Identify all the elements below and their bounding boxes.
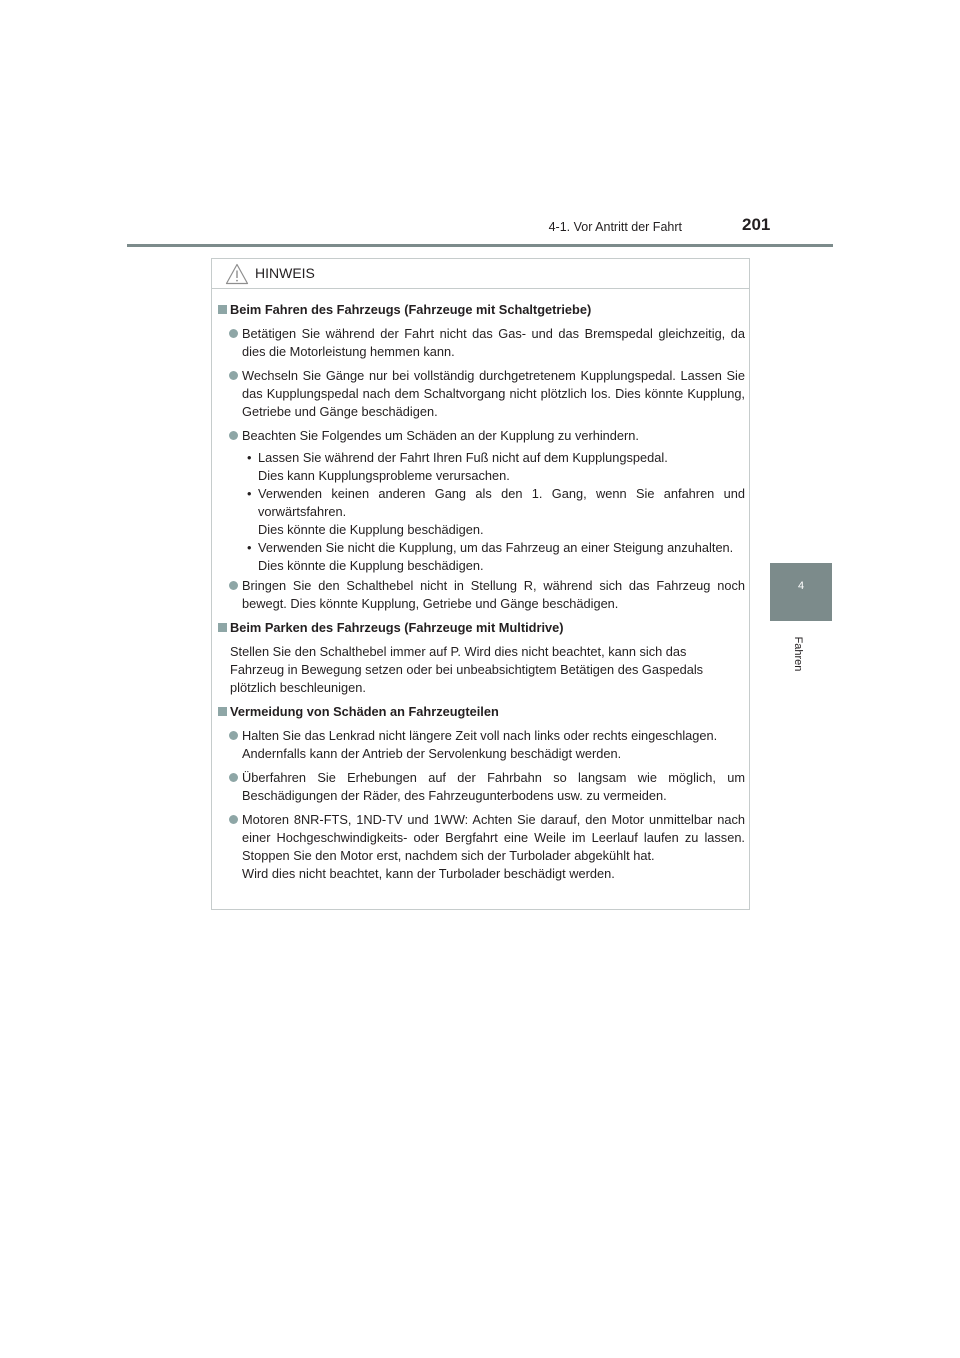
sub-item bbox=[217, 539, 745, 575]
notice-content bbox=[217, 301, 745, 889]
sub-item-note: Dies könnte die Kupplung beschädigen. bbox=[258, 522, 484, 537]
sub-item-note: Dies kann Kupplungsprobleme verursachen. bbox=[258, 468, 510, 483]
list-item-note: Andernfalls kann der Antrieb der Servolenkung beschädigt werden. bbox=[242, 746, 622, 761]
round-bullet-icon bbox=[229, 773, 238, 782]
list-item-text: Überfahren Sie Erhebungen auf der Fahrbahn so langsam wie möglich, um Beschädigungen der Räder, des Fahrzeugunterbodens usw. zu vermeiden. bbox=[242, 770, 745, 803]
list-item-note: Wird dies nicht beachtet, kann der Turbolader beschädigt werden. bbox=[242, 866, 615, 881]
sub-item-note: Dies könnte die Kupplung beschädigen. bbox=[258, 558, 484, 573]
list-item-text: Bringen Sie den Schalthebel nicht in Stellung R, während sich das Fahrzeug noch bewegt. Dies könnte Kupplung, Getriebe und Gänge beschädigen. bbox=[242, 578, 745, 611]
list-item bbox=[217, 577, 745, 613]
header-section-title: 4-1. Vor Antritt der Fahrt bbox=[548, 220, 682, 234]
chapter-tab bbox=[770, 563, 832, 621]
notice-header bbox=[212, 259, 749, 289]
section-title-text: Beim Parken des Fahrzeugs (Fahrzeuge mit Multidrive) bbox=[230, 620, 564, 635]
notice-box bbox=[211, 258, 750, 910]
list-item bbox=[217, 427, 745, 445]
round-bullet-icon bbox=[229, 581, 238, 590]
list-item bbox=[217, 769, 745, 805]
sub-item-text: Lassen Sie während der Fahrt Ihren Fuß nicht auf dem Kupplungspedal. bbox=[258, 450, 668, 465]
section-title-text: Vermeidung von Schäden an Fahrzeugteilen bbox=[230, 704, 499, 719]
round-bullet-icon bbox=[229, 815, 238, 824]
list-item-text: Motoren 8NR-FTS, 1ND-TV und 1WW: Achten Sie darauf, den Motor unmittelbar nach einer Hochgeschwindigkeits- oder Bergfahrt eine Weile im Leerlauf laufen zu lassen. Stoppen Sie den Motor erst, nachdem sich der Turbolader abgekühlt hat. bbox=[242, 812, 745, 863]
sub-item bbox=[217, 449, 745, 485]
round-bullet-icon bbox=[229, 431, 238, 440]
list-item bbox=[217, 727, 745, 763]
round-bullet-icon bbox=[229, 731, 238, 740]
notice-title: HINWEIS bbox=[255, 265, 315, 281]
page-number: 201 bbox=[742, 215, 771, 234]
square-bullet-icon bbox=[218, 305, 227, 314]
section-paragraph: Stellen Sie den Schalthebel immer auf P. Wird dies nicht beachtet, kann sich das Fahrzeug in Bewegung setzen oder bei unbeabsichtigtem Betätigen des Gaspedals plötzlich beschleunigen. bbox=[230, 644, 704, 695]
chapter-label-container bbox=[783, 632, 813, 678]
section-title-text: Beim Fahren des Fahrzeugs (Fahrzeuge mit Schaltgetriebe) bbox=[230, 302, 592, 317]
section-title-manual-transmission bbox=[217, 301, 745, 319]
section-title-parking bbox=[217, 619, 745, 637]
header-rule bbox=[127, 244, 833, 247]
sub-item-mark: • bbox=[247, 486, 252, 501]
list-item bbox=[217, 811, 745, 883]
sub-item-mark: • bbox=[247, 540, 252, 555]
list-item-text: Beachten Sie Folgendes um Schäden an der Kupplung zu verhindern. bbox=[242, 428, 639, 443]
section-title-damage-prevention bbox=[217, 703, 745, 721]
sub-item-text: Verwenden Sie nicht die Kupplung, um das Fahrzeug an einer Steigung anzuhalten. bbox=[258, 540, 734, 555]
sub-list bbox=[217, 449, 745, 575]
list-item bbox=[217, 325, 745, 361]
list-item-text: Wechseln Sie Gänge nur bei vollständig durchgetretenem Kupplungspedal. Lassen Sie das Kupplungspedal nach dem Schaltvorgang nicht plötzlich los. Dies könnte Kupplung, Getriebe und Gänge beschädigen. bbox=[242, 368, 745, 419]
chapter-number: 4 bbox=[797, 580, 805, 592]
square-bullet-icon bbox=[218, 623, 227, 632]
sub-item bbox=[217, 485, 745, 539]
sub-item-text: Verwenden keinen anderen Gang als den 1. Gang, wenn Sie anfahren und vorwärtsfahren. bbox=[258, 486, 745, 519]
sub-item-mark: • bbox=[247, 450, 252, 465]
list-item-text: Halten Sie das Lenkrad nicht längere Zeit voll nach links oder rechts eingeschlagen. bbox=[242, 728, 718, 743]
list-item bbox=[217, 367, 745, 421]
warning-triangle-icon bbox=[225, 263, 249, 285]
square-bullet-icon bbox=[218, 707, 227, 716]
list-item-text: Betätigen Sie während der Fahrt nicht das Gas- und das Bremspedal gleichzeitig, da dies die Motorleistung hemmen kann. bbox=[242, 326, 745, 359]
round-bullet-icon bbox=[229, 329, 238, 338]
chapter-label: Fahren bbox=[792, 636, 804, 672]
round-bullet-icon bbox=[229, 371, 238, 380]
